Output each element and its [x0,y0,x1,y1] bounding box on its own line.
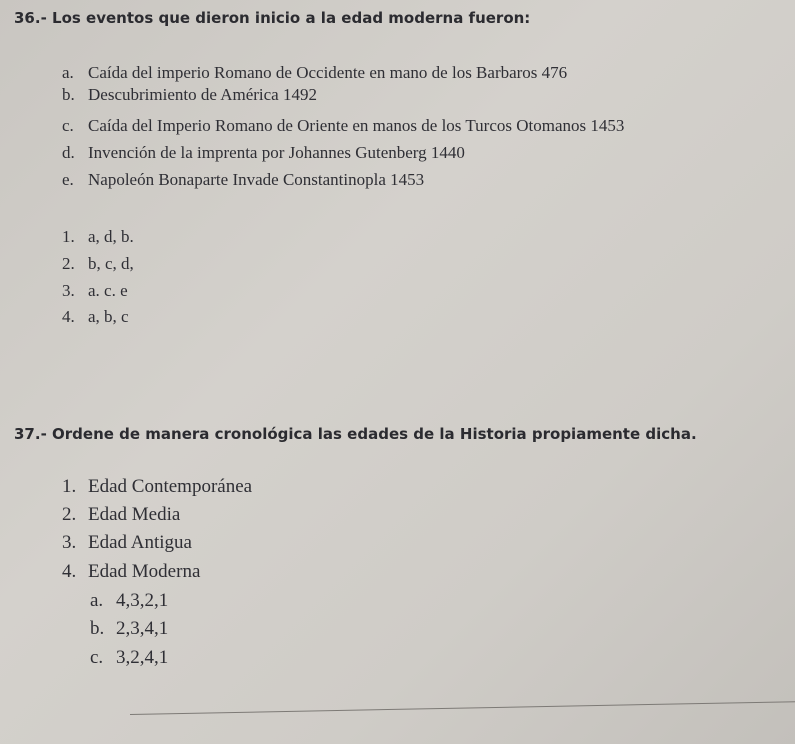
option-text: Invención de la imprenta por Johannes Gutenberg 1440 [88,143,465,162]
q36-answer-2 [62,254,134,274]
answer-text: 4,3,2,1 [116,590,169,611]
item-text: Edad Media [88,504,181,525]
q36-option-b [62,85,317,105]
answer-number: 1. [62,227,75,246]
option-letter: b. [62,85,75,104]
option-text: Descubrimiento de América 1492 [88,85,317,104]
answer-text: 3,2,4,1 [116,647,169,668]
q36-answer-3 [62,281,128,301]
item-text: Edad Antigua [88,532,192,553]
answer-text: a, d, b. [88,227,134,246]
q36-answer-4 [62,307,129,327]
answer-letter: c. [90,647,104,668]
item-number: 3. [62,532,77,553]
q36-option-a [62,63,567,83]
question-37-title: 37.- Ordene de manera cronológica las edades de la Historia propiamente dicha. [14,425,697,443]
q36-answer-1 [62,227,134,247]
answer-letter: b. [90,618,105,639]
option-letter: a. [62,63,74,82]
answer-text: 2,3,4,1 [116,618,169,639]
option-letter: e. [62,170,74,189]
question-36-title: 36.- Los eventos que dieron inicio a la edad moderna fueron: [14,9,531,27]
q37-item-3 [62,532,192,554]
answer-letter: a. [90,590,104,611]
item-text: Edad Contemporánea [88,476,253,497]
option-text: Caída del Imperio Romano de Oriente en manos de los Turcos Otomanos 1453 [88,116,625,135]
q36-option-d [62,143,465,163]
option-text: Napoleón Bonaparte Invade Constantinopla 1453 [88,170,425,189]
answer-number: 2. [62,254,75,273]
item-number: 1. [62,476,77,497]
q36-option-c [62,116,624,136]
answer-number: 3. [62,281,75,300]
answer-text: b, c, d, [88,254,134,273]
item-number: 4. [62,561,77,582]
q37-item-1 [62,476,252,498]
item-text: Edad Moderna [88,561,201,582]
option-letter: c. [62,116,74,135]
option-letter: d. [62,143,75,162]
q37-item-2 [62,504,180,526]
option-text: Caída del imperio Romano de Occidente en mano de los Barbaros 476 [88,63,568,82]
q36-option-e [62,170,424,190]
item-number: 2. [62,504,77,525]
q37-answer-a [90,590,168,612]
q37-item-4 [62,561,200,583]
q37-answer-c [90,647,168,669]
answer-number: 4. [62,307,75,326]
page-divider-line [130,701,795,715]
answer-text: a, b, c [88,307,129,326]
answer-text: a. c. e [88,281,128,300]
q37-answer-b [90,618,168,640]
